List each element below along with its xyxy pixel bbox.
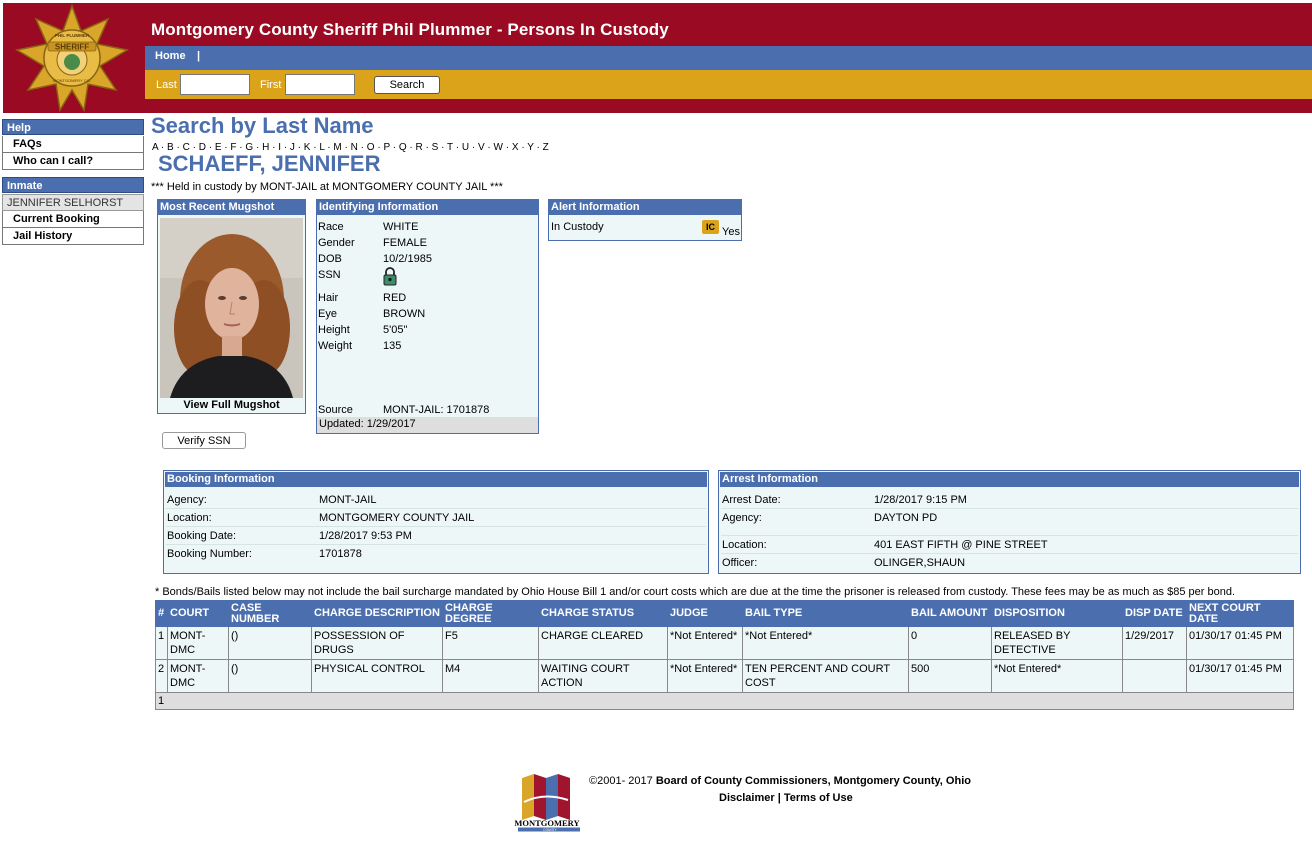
alphabet-separator: ·: [294, 142, 304, 153]
alphabet-separator: ·: [389, 142, 399, 153]
hair-value: RED: [383, 292, 407, 304]
alphabet-letter-d[interactable]: D: [198, 142, 206, 153]
alphabet-separator: ·: [236, 142, 246, 153]
alphabet-separator: ·: [422, 142, 432, 153]
table-cell: PHYSICAL CONTROL: [312, 660, 443, 693]
race-value: WHITE: [383, 221, 419, 233]
alphabet-letter-i[interactable]: I: [278, 142, 281, 153]
updated-date: Updated: 1/29/2017: [317, 417, 538, 433]
alert-info-panel: [548, 199, 742, 241]
booking-number-value: 1701878: [319, 548, 362, 560]
table-cell: F5: [443, 627, 539, 660]
ssn-label: SSN: [318, 269, 341, 281]
table-cell: *Not Entered*: [668, 627, 743, 660]
identifying-info-header: Identifying Information: [317, 200, 538, 215]
table-cell: 01/30/17 01:45 PM: [1187, 660, 1294, 693]
alert-info-header: Alert Information: [549, 200, 741, 215]
alphabet-separator: ·: [221, 142, 231, 153]
table-cell: WAITING COURT ACTION: [539, 660, 668, 693]
last-name-input[interactable]: [180, 74, 250, 95]
alphabet-letter-m[interactable]: M: [333, 142, 342, 153]
booking-number-label: Booking Number:: [167, 548, 252, 560]
sheriff-badge-icon: [12, 4, 132, 112]
charges-table: [155, 600, 1294, 710]
table-cell: M4: [443, 660, 539, 693]
in-custody-label: In Custody: [551, 221, 604, 233]
table-footer-row: [156, 693, 1294, 710]
svg-text:PHIL PLUMMER: PHIL PLUMMER: [54, 33, 90, 38]
svg-text:MONTGOMERY: MONTGOMERY: [514, 818, 580, 828]
col-header-bail-type: BAIL TYPE: [743, 601, 909, 627]
col-header-judge: JUDGE: [668, 601, 743, 627]
arrest-info-header: Arrest Information: [720, 472, 1299, 487]
alphabet-letter-r[interactable]: R: [415, 142, 423, 153]
search-button[interactable]: Search: [374, 76, 440, 94]
col-header-court: COURT: [168, 601, 229, 627]
svg-text:SHERIFF: SHERIFF: [54, 42, 90, 52]
sidebar-item-current-booking[interactable]: Current Booking: [2, 211, 144, 228]
arrest-officer-value: OLINGER,SHAUN: [874, 557, 966, 569]
in-custody-value: Yes: [722, 226, 740, 238]
footer-links: [719, 792, 853, 804]
race-label: Race: [318, 221, 344, 233]
hair-label: Hair: [318, 292, 339, 304]
source-value: MONT-JAIL: 1701878: [383, 404, 490, 416]
mugshot-photo[interactable]: [160, 218, 303, 398]
alphabet-separator: ·: [484, 142, 494, 153]
site-title: Montgomery County Sheriff Phil Plummer - Persons In Custody: [151, 20, 669, 39]
alphabet-separator: ·: [253, 142, 263, 153]
footer-separator: |: [777, 792, 781, 804]
booking-location-label: Location:: [167, 512, 212, 524]
table-cell: [1123, 660, 1187, 693]
copyright-org: Board of County Commissioners, Montgomery County, Ohio: [655, 775, 971, 787]
alphabet-letter-w[interactable]: W: [493, 142, 503, 153]
sidebar-inmate-name: JENNIFER SELHORST: [2, 194, 144, 211]
table-cell: *Not Entered*: [743, 627, 909, 660]
alphabet-separator: ·: [533, 142, 543, 153]
arrest-location-label: Location:: [722, 539, 767, 551]
alphabet-separator: ·: [324, 142, 334, 153]
table-row: [156, 627, 1294, 660]
alphabet-separator: ·: [310, 142, 320, 153]
booking-info-header: Booking Information: [165, 472, 707, 487]
alphabet-separator: ·: [438, 142, 448, 153]
custody-note: *** Held in custody by MONT-JAIL at MONTGOMERY COUNTY JAIL ***: [151, 181, 503, 193]
alphabet-letter-s[interactable]: S: [431, 142, 439, 153]
search-bar: [145, 70, 1312, 99]
verify-ssn-button[interactable]: Verify SSN: [162, 432, 246, 449]
table-cell: POSSESSION OF DRUGS: [312, 627, 443, 660]
alphabet-separator: ·: [280, 142, 290, 153]
first-name-label: First: [260, 79, 282, 91]
alphabet-letter-l[interactable]: L: [319, 142, 325, 153]
top-nav: [145, 46, 1312, 70]
table-cell: *Not Entered*: [668, 660, 743, 693]
mugshot-header: Most Recent Mugshot: [158, 200, 305, 215]
col-header-next-court-date: NEXT COURT DATE: [1187, 601, 1294, 627]
sidebar-item-who-can-i-call[interactable]: Who can I call?: [2, 153, 144, 170]
weight-label: Weight: [318, 340, 353, 352]
arrest-agency-label: Agency:: [722, 512, 762, 524]
identifying-info-panel: [316, 199, 539, 434]
arrest-date-value: 1/28/2017 9:15 PM: [874, 494, 967, 506]
arrest-officer-label: Officer:: [722, 557, 758, 569]
sidebar-item-faqs[interactable]: FAQs: [2, 136, 144, 153]
last-name-label: Last: [156, 79, 177, 91]
charges-header-row: [156, 601, 1294, 627]
table-cell: MONT-DMC: [168, 660, 229, 693]
height-label: Height: [318, 324, 350, 336]
sidebar-item-jail-history[interactable]: Jail History: [2, 228, 144, 245]
gender-label: Gender: [318, 237, 355, 249]
alphabet-separator: ·: [406, 142, 416, 153]
montgomery-county-logo-icon: [514, 772, 584, 832]
table-cell: *Not Entered*: [992, 660, 1123, 693]
alphabet-letter-t[interactable]: T: [447, 142, 453, 153]
alphabet-separator: ·: [469, 142, 478, 153]
mugshot-panel: [157, 199, 306, 414]
col-header-disposition: DISPOSITION: [992, 601, 1123, 627]
copyright-prefix: ©2001- 2017: [589, 775, 656, 787]
svg-text:MONTGOMERY CO.: MONTGOMERY CO.: [53, 78, 91, 83]
alphabet-letter-n[interactable]: N: [350, 142, 358, 153]
alphabet-letter-c[interactable]: C: [182, 142, 190, 153]
weight-value: 135: [383, 340, 402, 352]
terms-of-use-link[interactable]: Terms of Use: [783, 792, 853, 804]
alphabet-letter-f[interactable]: F: [230, 142, 237, 153]
col-header-bail-amount: BAIL AMOUNT: [909, 601, 992, 627]
inmate-name-heading: SCHAEFF, JENNIFER: [158, 151, 381, 176]
alphabet-separator: ·: [189, 142, 199, 153]
alphabet-separator: ·: [374, 142, 384, 153]
col-header-case-number: CASE NUMBER: [229, 601, 312, 627]
alphabet-separator: ·: [341, 142, 351, 153]
alphabet-letter-u[interactable]: U: [461, 142, 470, 153]
alphabet-letter-e[interactable]: E: [214, 142, 222, 153]
view-full-mugshot-link[interactable]: View Full Mugshot: [183, 399, 280, 411]
booking-location-value: MONTGOMERY COUNTY JAIL: [319, 512, 475, 524]
table-cell: 2: [156, 660, 168, 693]
table-cell: 0: [909, 627, 992, 660]
arrest-info-panel: [718, 470, 1301, 574]
page-title: Search by Last Name: [151, 113, 374, 138]
booking-agency-value: MONT-JAIL: [319, 494, 377, 506]
alphabet-separator: ·: [518, 142, 528, 153]
alphabet-letter-a[interactable]: A: [152, 142, 159, 153]
nav-home-link[interactable]: Home: [155, 50, 186, 62]
in-custody-badge-icon: IC: [702, 220, 719, 234]
table-cell: 1: [156, 627, 168, 660]
gender-value: FEMALE: [383, 237, 428, 249]
alphabet-letter-h[interactable]: H: [262, 142, 270, 153]
alphabet-letter-q[interactable]: Q: [398, 142, 407, 153]
alphabet-separator: ·: [205, 142, 215, 153]
col-header-charge-degree: CHARGE DEGREE: [443, 601, 539, 627]
alphabet-letter-p[interactable]: P: [383, 142, 390, 153]
lock-icon: [383, 267, 397, 286]
table-cell: 1/29/2017: [1123, 627, 1187, 660]
booking-agency-label: Agency:: [167, 494, 207, 506]
footer-copyright: [589, 775, 971, 787]
table-cell: CHARGE CLEARED: [539, 627, 668, 660]
alphabet-separator: ·: [452, 142, 462, 153]
disclaimer-link[interactable]: Disclaimer: [719, 792, 775, 804]
source-label: Source: [318, 404, 353, 416]
arrest-date-label: Arrest Date:: [722, 494, 781, 506]
table-row: [156, 660, 1294, 693]
alphabet-letter-v[interactable]: V: [477, 142, 485, 153]
col-header-charge-status: CHARGE STATUS: [539, 601, 668, 627]
alphabet-separator: ·: [158, 142, 168, 153]
eye-label: Eye: [318, 308, 337, 320]
alphabet-separator: ·: [502, 142, 512, 153]
alphabet-letter-x[interactable]: X: [511, 142, 519, 153]
alphabet-letter-b[interactable]: B: [167, 142, 174, 153]
col-header-disp-date: DISP DATE: [1123, 601, 1187, 627]
alphabet-letter-k[interactable]: K: [303, 142, 311, 153]
table-cell: TEN PERCENT AND COURT COST: [743, 660, 909, 693]
arrest-location-value: 401 EAST FIFTH @ PINE STREET: [874, 539, 1048, 551]
table-cell: (): [229, 660, 312, 693]
alphabet-separator: ·: [173, 142, 183, 153]
bond-disclaimer: * Bonds/Bails listed below may not include the bail surcharge mandated by Ohio House Bill 1 and/or court costs which are due at the time the prisoner is released from custody. These fees may be as much as $85 per bond.: [155, 586, 1236, 598]
booking-date-label: Booking Date:: [167, 530, 237, 542]
table-footer-count: 1: [156, 693, 1294, 710]
booking-info-panel: [163, 470, 709, 574]
arrest-agency-value: DAYTON PD: [874, 512, 938, 524]
col-header-charge-description: CHARGE DESCRIPTION: [312, 601, 443, 627]
dob-value: 10/2/1985: [383, 253, 432, 265]
alphabet-letter-o[interactable]: O: [366, 142, 375, 153]
sidebar-inmate-header: Inmate: [2, 177, 144, 193]
table-cell: 01/30/17 01:45 PM: [1187, 627, 1294, 660]
col-header-number: #: [156, 601, 168, 627]
alphabet-separator: ·: [269, 142, 279, 153]
dob-label: DOB: [318, 253, 342, 265]
alphabet-letter-z[interactable]: Z: [542, 142, 549, 153]
alphabet-separator: ·: [357, 142, 367, 153]
svg-text:COUNTY: COUNTY: [543, 828, 557, 832]
booking-date-value: 1/28/2017 9:53 PM: [319, 530, 412, 542]
sidebar-help-header: Help: [2, 119, 144, 135]
nav-separator: |: [197, 50, 201, 62]
first-name-input[interactable]: [285, 74, 355, 95]
table-cell: 500: [909, 660, 992, 693]
alphabet-letter-g[interactable]: G: [245, 142, 254, 153]
height-value: 5'05": [383, 324, 408, 336]
table-cell: MONT-DMC: [168, 627, 229, 660]
table-cell: (): [229, 627, 312, 660]
table-cell: RELEASED BY DETECTIVE: [992, 627, 1123, 660]
alphabet-letter-j[interactable]: J: [289, 142, 295, 153]
eye-value: BROWN: [383, 308, 426, 320]
alphabet-letter-y[interactable]: Y: [527, 142, 534, 153]
